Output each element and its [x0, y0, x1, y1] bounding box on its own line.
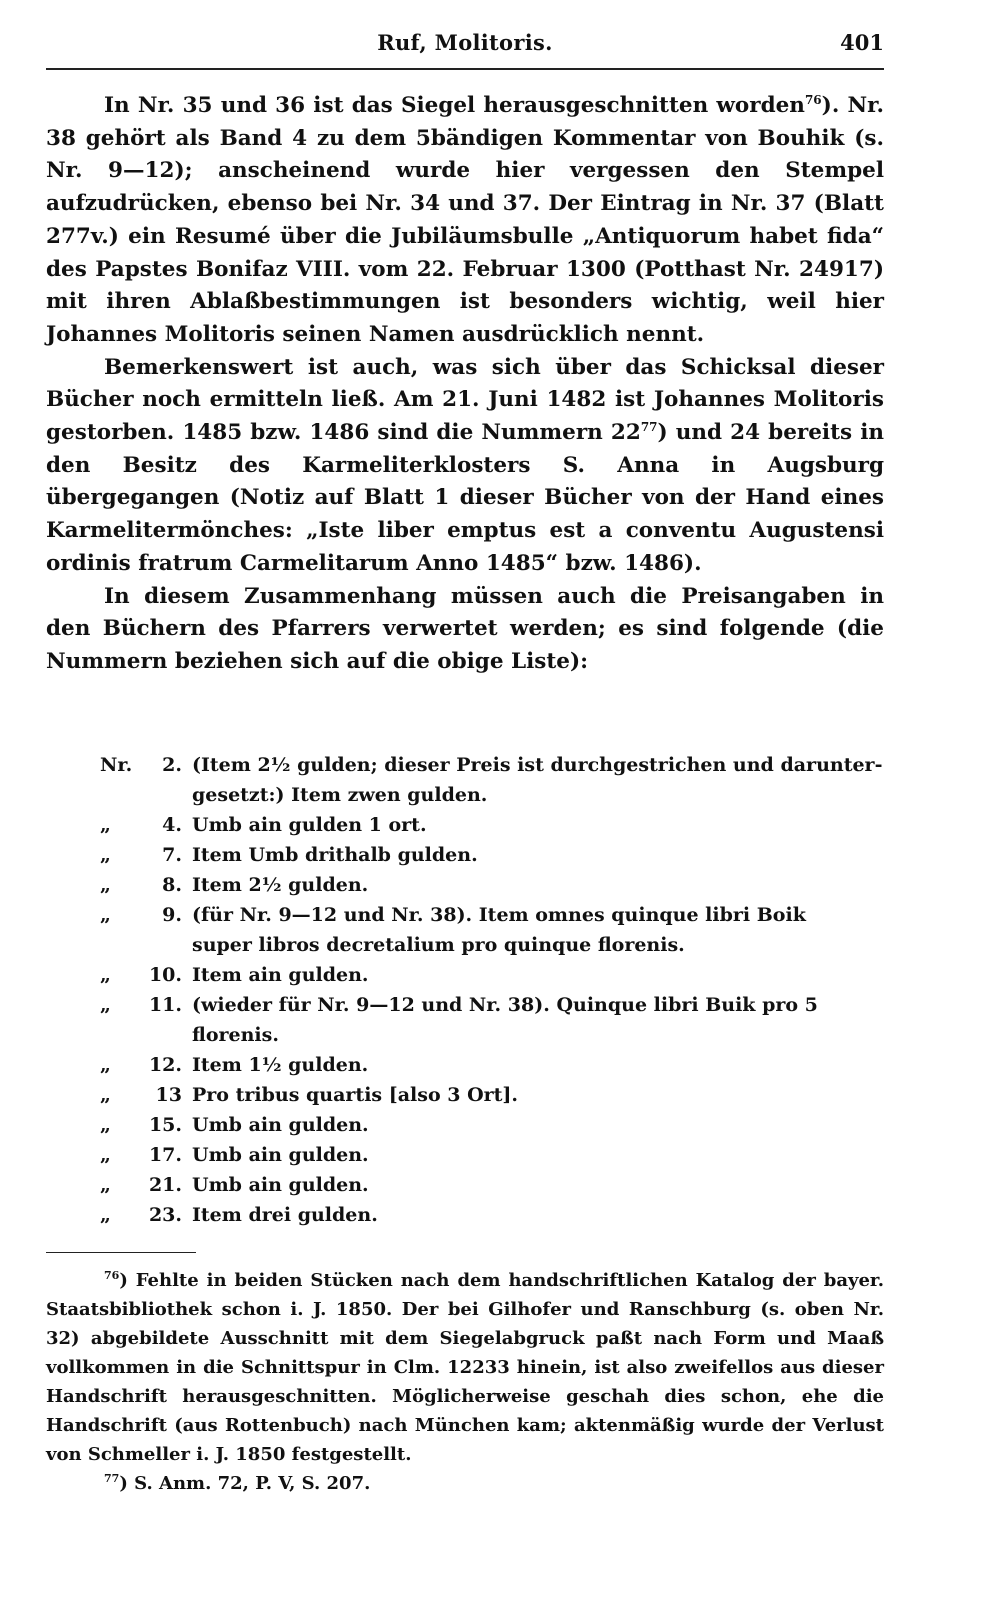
item-prefix: „: [100, 1174, 111, 1196]
footnote-77: [46, 1469, 884, 1498]
item-text: Item 2½ gulden.: [192, 874, 369, 896]
item-prefix: „: [100, 1204, 111, 1226]
item-text: Item ain gulden.: [192, 964, 369, 986]
item-prefix: Nr.: [100, 754, 133, 776]
footnote-reference: 77: [640, 419, 658, 434]
item-number: 11.: [148, 994, 182, 1016]
price-list-item: [100, 900, 884, 930]
price-list-item: [100, 1080, 884, 1110]
header-divider: [46, 68, 884, 70]
item-text: Item 1½ gulden.: [192, 1054, 369, 1076]
price-list-item: [100, 960, 884, 990]
price-list-item: [100, 1170, 884, 1200]
item-text: Item drei gulden.: [192, 1204, 378, 1226]
price-list-item: [100, 1200, 884, 1230]
item-number: 23.: [148, 1204, 182, 1226]
item-number: 21.: [148, 1174, 182, 1196]
item-text: (wieder für Nr. 9—12 und Nr. 38). Quinque libri Buik pro 5: [192, 994, 818, 1016]
item-prefix: „: [100, 874, 111, 896]
item-number: 17.: [148, 1144, 182, 1166]
item-text: gesetzt:) Item zwen gulden.: [192, 784, 488, 806]
paragraph-3: [46, 581, 884, 679]
item-text: Umb ain gulden.: [192, 1144, 369, 1166]
item-number: 4.: [162, 814, 182, 836]
item-text: florenis.: [192, 1024, 279, 1046]
item-prefix: „: [100, 1084, 111, 1106]
item-prefix: „: [100, 1144, 111, 1166]
item-prefix: „: [100, 1054, 111, 1076]
running-head-title: Ruf, Molitoris.: [377, 30, 553, 55]
paragraph-text: In Nr. 35 und 36 ist das Siegel herausgeschnitten worden: [104, 93, 805, 118]
item-prefix: „: [100, 844, 111, 866]
item-text: Item Umb drithalb gulden.: [192, 844, 478, 866]
item-text: Umb ain gulden.: [192, 1114, 369, 1136]
footnote-mark: 76: [104, 1269, 120, 1282]
footnote-text: ) Fehlte in beiden Stücken nach dem handschriftlichen Katalog der bayer. Staatsbibliothek schon i. J. 1850. Der bei Gilhofer und Ranschburg (s. oben Nr. 32) abgebildete Ausschnitt mit dem Siegelabgruck paßt nach Form und Maaß vollkommen in die Schnittspur in Clm. 12233 hinein, ist also zweifellos aus dieser Handschrift herausgeschnitten. Möglicherweise geschah dies schon, ehe die Handschrift (aus Rottenbuch) nach München kam; aktenmäßig wurde der Verlust von Schmeller i. J. 1850 festgestellt.: [46, 1270, 884, 1465]
footnote-text: ) S. Anm. 72, P. V, S. 207.: [119, 1473, 371, 1494]
item-number: 12.: [148, 1054, 182, 1076]
item-number: 13: [155, 1084, 182, 1106]
price-list-item: [100, 1050, 884, 1080]
item-number: 15.: [148, 1114, 182, 1136]
footnote-mark: 77: [104, 1472, 120, 1485]
price-list-item: [100, 990, 884, 1020]
paragraph-2: [46, 352, 884, 581]
item-prefix: „: [100, 904, 111, 926]
price-list-item-continued: [100, 1020, 884, 1050]
item-text: Umb ain gulden 1 ort.: [192, 814, 427, 836]
item-number: 7.: [162, 844, 182, 866]
price-list: [100, 750, 884, 1230]
paragraph-1: [46, 90, 884, 352]
paragraph-text: In diesem Zusammenhang müssen auch die Preisangaben in den Büchern des Pfarrers verwertet werden; es sind folgende (die Nummern beziehen sich auf die obige Liste):: [46, 583, 884, 674]
paragraph-text-continued: ) und 24 bereits in den Besitz des Karmeliterklosters S. Anna in Augsburg übergegangen (Notiz auf Blatt 1 dieser Bücher von der Hand eines Karmelitermönches: „Iste liber emptus est a conventu Augustensi ordinis fratrum Carmelitarum Anno 1485“ bzw. 1486).: [46, 420, 884, 576]
footnote-76: [46, 1266, 884, 1469]
item-prefix: „: [100, 994, 111, 1016]
footnote-divider: [46, 1252, 196, 1253]
item-text: Pro tribus quartis [also 3 Ort].: [192, 1084, 519, 1106]
price-list-item: [100, 810, 884, 840]
price-list-item: [100, 840, 884, 870]
item-text: super libros decretalium pro quinque florenis.: [192, 934, 685, 956]
price-list-item-continued: [100, 930, 884, 960]
item-text: (Item 2½ gulden; dieser Preis ist durchgestrichen und darunter-: [192, 754, 883, 776]
page-number: 401: [840, 30, 884, 55]
item-prefix: „: [100, 964, 111, 986]
price-list-item-continued: [100, 780, 884, 810]
paragraph-text-continued: ). Nr. 38 gehört als Band 4 zu dem 5bändigen Kommentar von Bouhik (s. Nr. 9—12); anscheinend wurde hier vergessen den Stempel aufzudrücken, ebenso bei Nr. 34 und 37. Der Eintrag in Nr. 37 (Blatt 277v.) ein Resumé über die Jubiläumsbulle „Antiquorum habet fida“ des Papstes Bonifaz VIII. vom 22. Februar 1300 (Potthast Nr. 24917) mit ihren Ablaßbestimmungen ist besonders wichtig, weil hier Johannes Molitoris seinen Namen ausdrücklich nennt.: [46, 93, 885, 347]
item-number: 2.: [162, 754, 182, 776]
item-text: (für Nr. 9—12 und Nr. 38). Item omnes quinque libri Boik: [192, 904, 806, 926]
price-list-item: [100, 870, 884, 900]
footnotes: [46, 1266, 884, 1498]
running-head: [46, 30, 884, 64]
footnote-reference: 76: [804, 92, 822, 107]
item-text: Umb ain gulden.: [192, 1174, 369, 1196]
price-list-item: [100, 1110, 884, 1140]
main-text: [46, 90, 884, 679]
paragraph-text: Bemerkenswert ist auch, was sich über das Schicksal dieser Bücher noch ermitteln ließ. Am 21. Juni 1482 ist Johannes Molitoris gestorben. 1485 bzw. 1486 sind die Nummern 22: [46, 354, 884, 446]
item-number: 10.: [148, 964, 182, 986]
item-prefix: „: [100, 814, 111, 836]
item-prefix: „: [100, 1114, 111, 1136]
item-number: 9.: [162, 904, 182, 926]
price-list-item: [100, 750, 884, 780]
item-number: 8.: [162, 874, 182, 896]
price-list-item: [100, 1140, 884, 1170]
